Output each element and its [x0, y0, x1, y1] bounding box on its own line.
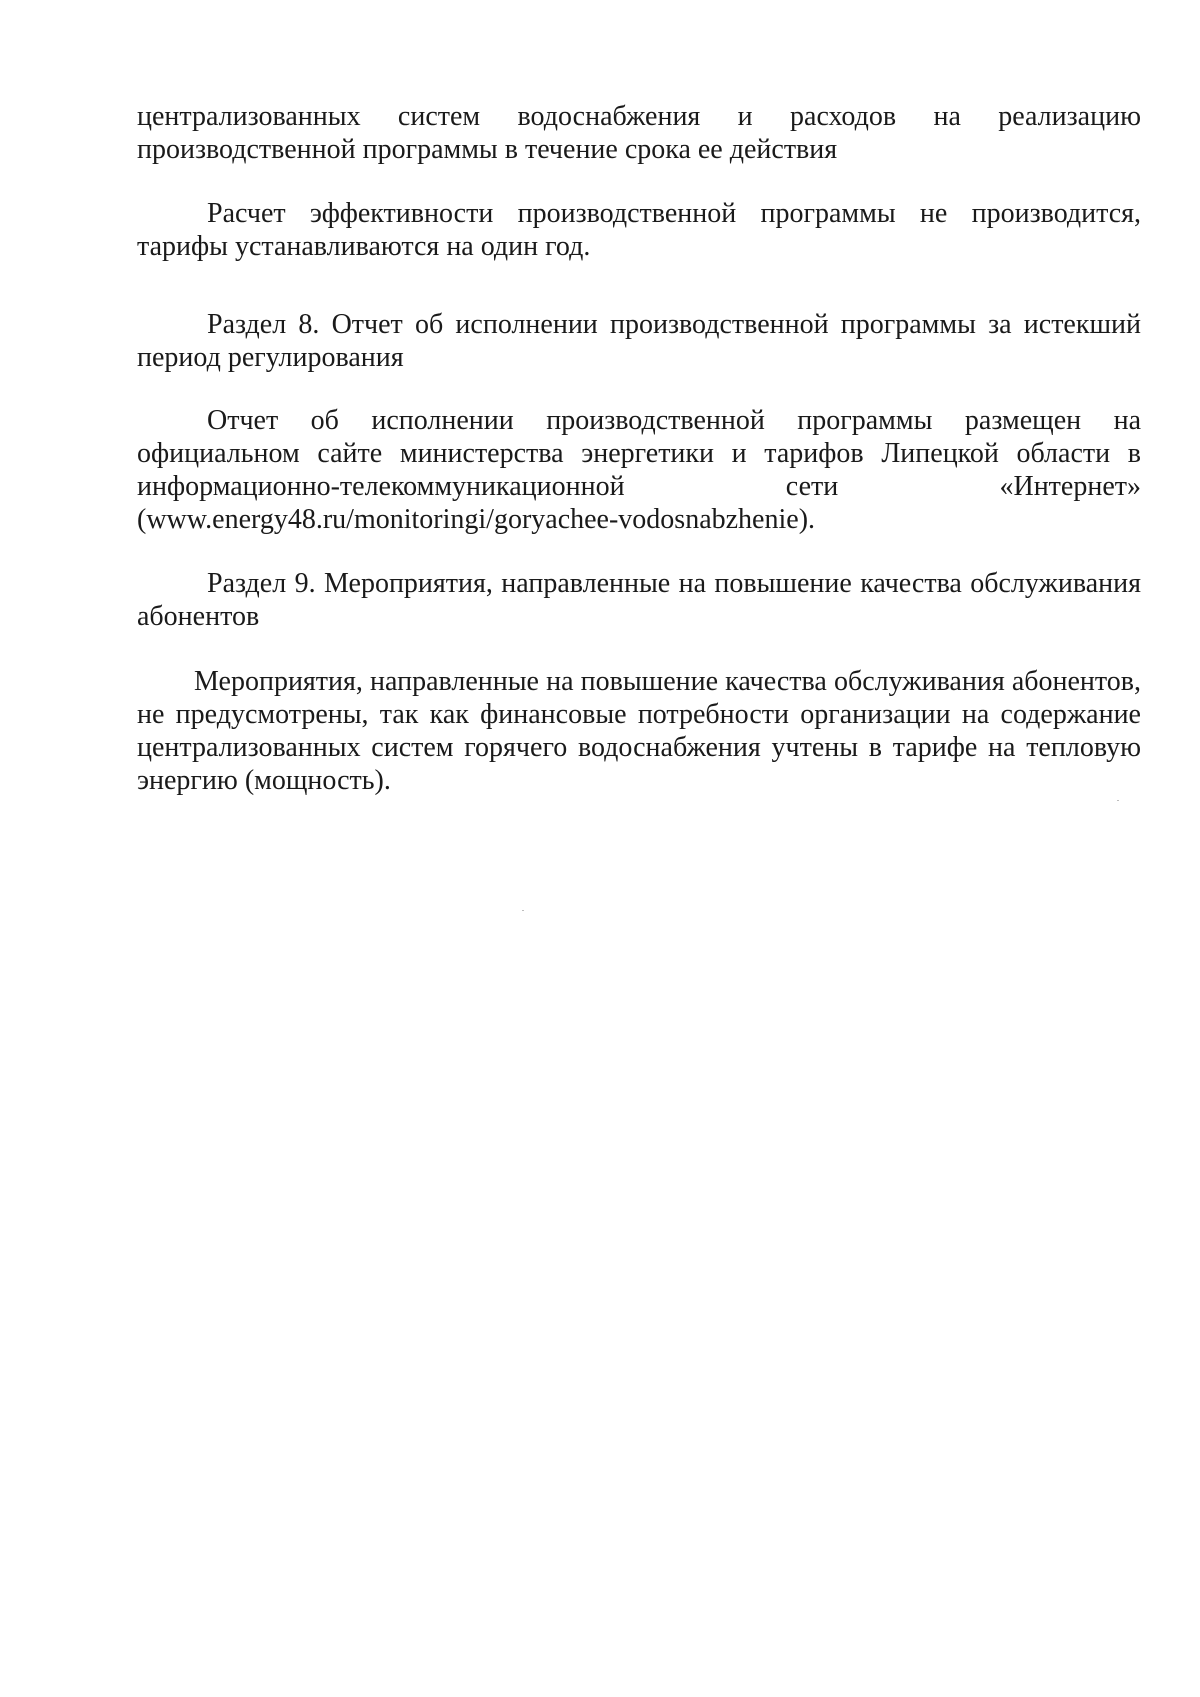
section-8-body: Отчет об исполнении производственной программы размещен на официальном сайте министерства энергетики и тарифов Липецкой области в информационно-телекоммуникационной сети «Интернет» (www.energy48.ru/monitoringi/goryachee-vodosnabzhenie). [137, 405, 1141, 535]
scan-speck [522, 910, 524, 911]
scan-speck [1117, 800, 1119, 801]
section-9-body: Мероприятия, направленные на повышение качества обслуживания абонентов, не предусмотрены, так как финансовые потребности организации на содержание централизованных систем горячего водоснабжения учтены в тарифе на тепловую энергию (мощность). [137, 666, 1141, 796]
paragraph-continuation: централизованных систем водоснабжения и расходов на реализацию производственной программы в течение срока ее действия [137, 101, 1141, 165]
paragraph-efficiency: Расчет эффективности производственной программы не производится, тарифы устанавливаются на один год. [137, 198, 1141, 262]
section-8-heading: Раздел 8. Отчет об исполнении производственной программы за истекший период регулирования [137, 309, 1141, 373]
section-9-heading: Раздел 9. Мероприятия, направленные на повышение качества обслуживания абонентов [137, 568, 1141, 632]
